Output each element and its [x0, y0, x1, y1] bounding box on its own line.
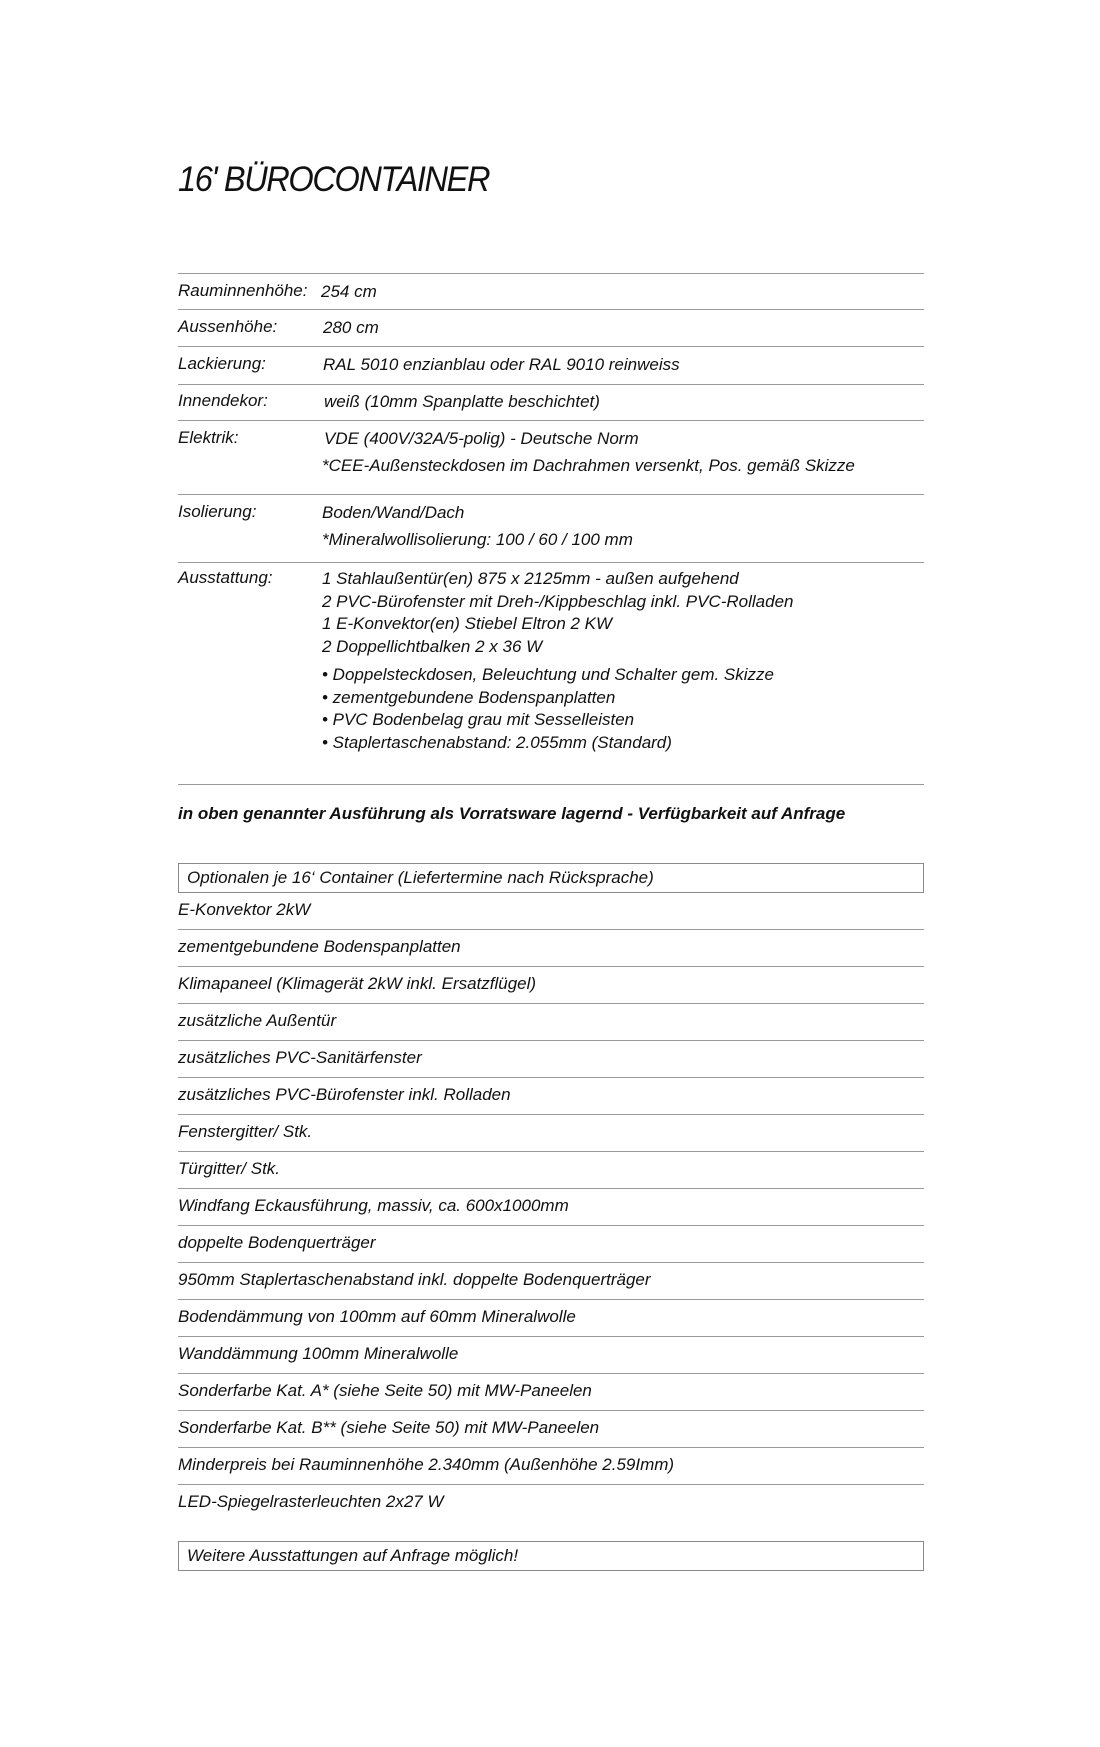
divider: [178, 494, 924, 495]
spec-label: Elektrik:: [178, 428, 239, 447]
option-row: doppelte Bodenquerträger: [178, 1226, 924, 1263]
footer-note-box: Weitere Ausstattungen auf Anfrage möglich!: [178, 1541, 924, 1571]
page-title: 16' BÜROCONTAINER: [178, 160, 490, 199]
option-row: Minderpreis bei Rauminnenhöhe 2.340mm (Außenhöhe 2.59Imm): [178, 1448, 924, 1485]
divider: [178, 309, 924, 310]
option-row: Sonderfarbe Kat. A* (siehe Seite 50) mit MW-Paneelen: [178, 1374, 924, 1411]
spec-value: RAL 5010 enzianblau oder RAL 9010 reinweiss: [323, 355, 680, 374]
availability-notice: in oben genannter Ausführung als Vorratsware lagernd - Verfügbarkeit auf Anfrage: [178, 804, 846, 823]
spec-label: Ausstattung:: [178, 568, 273, 587]
spec-value-line: 2 Doppellichtbalken 2 x 36 W: [322, 636, 543, 656]
divider: [178, 346, 924, 347]
spec-value: [322, 568, 793, 754]
option-row: Windfang Eckausführung, massiv, ca. 600x1000mm: [178, 1189, 924, 1226]
spec-value: [324, 428, 855, 477]
option-row: E-Konvektor 2kW: [178, 893, 924, 930]
option-row: Sonderfarbe Kat. B** (siehe Seite 50) mit MW-Paneelen: [178, 1411, 924, 1448]
option-row: LED-Spiegelrasterleuchten 2x27 W: [178, 1492, 444, 1511]
spec-value: weiß (10mm Spanplatte beschichtet): [324, 392, 600, 411]
spec-value-line: 1 Stahlaußentür(en) 875 x 2125mm - außen aufgehend: [322, 569, 739, 588]
spec-value-line: *Mineralwollisolierung: 100 / 60 / 100 mm: [322, 529, 633, 549]
spec-value-line: *CEE-Außensteckdosen im Dachrahmen versenkt, Pos. gemäß Skizze: [322, 455, 855, 475]
option-row: zusätzliche Außentür: [178, 1004, 924, 1041]
spec-label: Innendekor:: [178, 391, 268, 410]
spec-value: 254 cm: [321, 282, 377, 301]
spec-label: Rauminnenhöhe:: [178, 281, 308, 300]
option-row: zementgebundene Bodenspanplatten: [178, 930, 924, 967]
option-row: 950mm Staplertaschenabstand inkl. doppelte Bodenquerträger: [178, 1263, 924, 1300]
spec-value-line: Boden/Wand/Dach: [322, 503, 465, 522]
option-row: zusätzliches PVC-Bürofenster inkl. Rolladen: [178, 1078, 924, 1115]
option-row: Klimapaneel (Klimagerät 2kW inkl. Ersatzflügel): [178, 967, 924, 1004]
option-row: Fenstergitter/ Stk.: [178, 1115, 924, 1152]
divider: [178, 273, 924, 274]
option-row: Bodendämmung von 100mm auf 60mm Mineralwolle: [178, 1300, 924, 1337]
divider: [178, 784, 924, 785]
divider: [178, 562, 924, 563]
bullet-item: • Doppelsteckdosen, Beleuchtung und Schalter gem. Skizze: [322, 665, 774, 684]
spec-value-line: 1 E-Konvektor(en) Stiebel Eltron 2 KW: [322, 614, 613, 633]
bullet-item: • zementgebundene Bodenspanplatten: [322, 687, 616, 707]
option-row: Türgitter/ Stk.: [178, 1152, 924, 1189]
spec-label: Isolierung:: [178, 502, 257, 521]
bullet-item: • PVC Bodenbelag grau mit Sesselleisten: [322, 710, 635, 729]
spec-label: Aussenhöhe:: [178, 317, 278, 336]
spec-value: 280 cm: [323, 318, 379, 337]
spec-label: Lackierung:: [178, 354, 266, 373]
bullet-list: [322, 664, 793, 754]
spec-value: [322, 502, 633, 551]
divider: [178, 420, 924, 421]
options-header-box: Optionalen je 16‘ Container (Liefertermine nach Rücksprache): [178, 863, 924, 893]
option-row: Wanddämmung 100mm Mineralwolle: [178, 1337, 924, 1374]
spec-value-line: VDE (400V/32A/5-polig) - Deutsche Norm: [324, 429, 639, 448]
divider: [178, 384, 924, 385]
option-row: zusätzliches PVC-Sanitärfenster: [178, 1041, 924, 1078]
spec-value-line: 2 PVC-Bürofenster mit Dreh-/Kippbeschlag inkl. PVC-Rolladen: [322, 591, 794, 611]
bullet-item: • Staplertaschenabstand: 2.055mm (Standard): [322, 732, 672, 752]
